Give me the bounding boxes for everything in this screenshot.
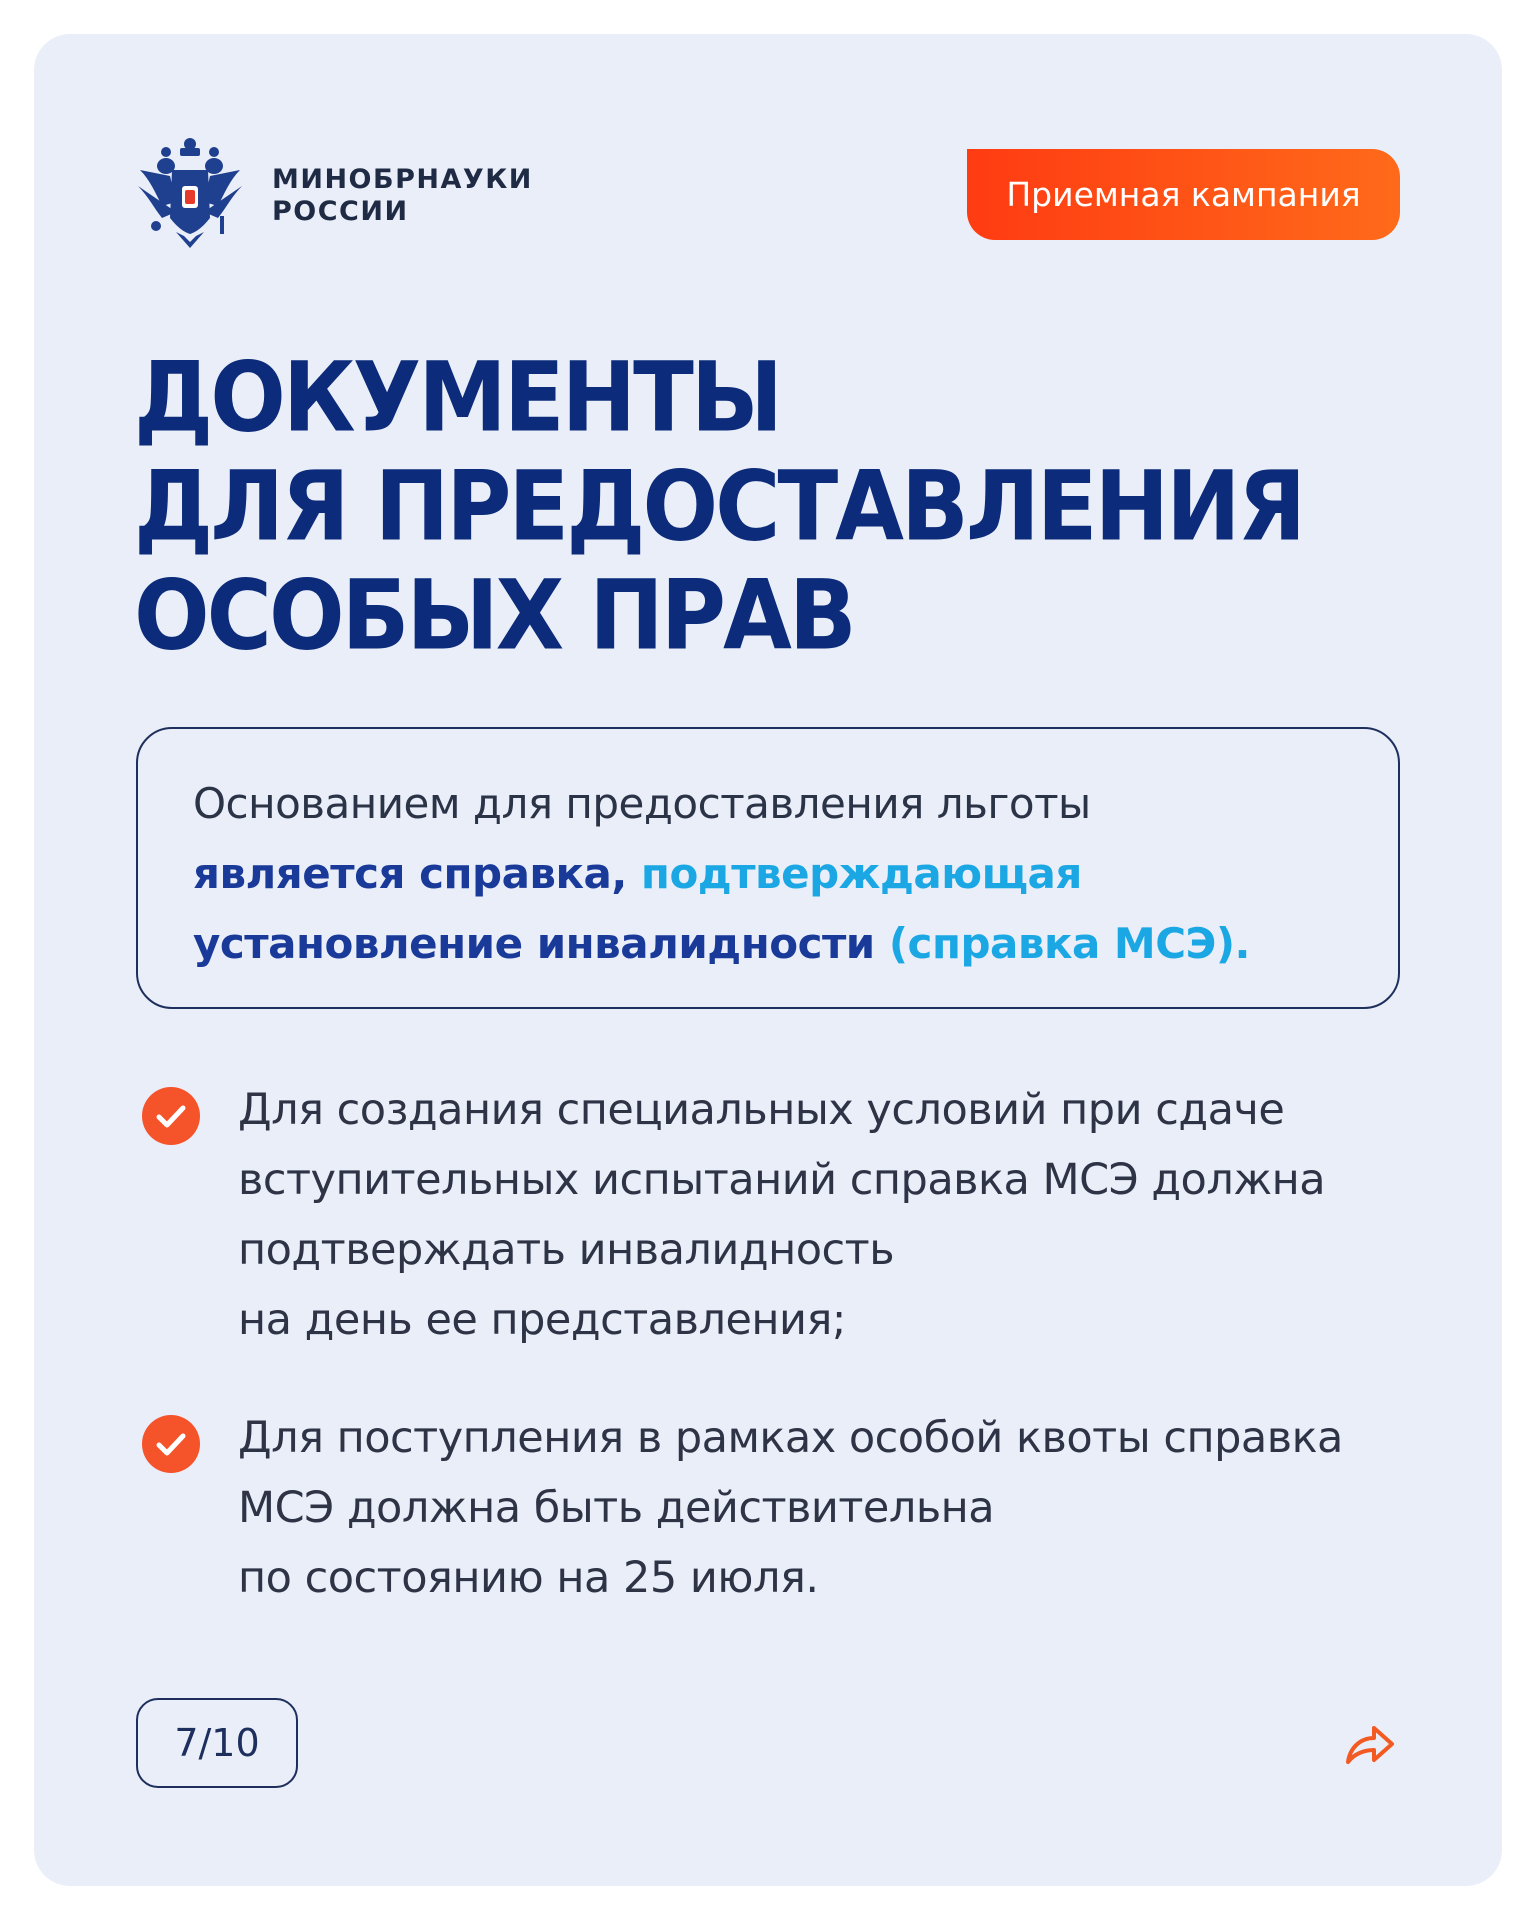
- bullet-line: вступительных испытаний справка МСЭ должна: [238, 1155, 1326, 1205]
- bullet-text: [238, 1403, 1343, 1613]
- info-line2: [193, 839, 1250, 909]
- bullet-line: по состоянию на 25 июля.: [238, 1553, 819, 1603]
- ministry-line2: РОССИИ: [272, 196, 409, 227]
- info-line3-dark: установление инвалидности: [193, 919, 889, 968]
- bullet-line: МСЭ должна быть действительна: [238, 1483, 995, 1533]
- check-circle-icon: [142, 1415, 200, 1473]
- eagle-icon: [136, 136, 244, 256]
- admission-campaign-badge[interactable]: Приемная кампания: [967, 149, 1400, 240]
- coat-of-arms-logo: [136, 136, 244, 256]
- share-arrow-icon[interactable]: [1342, 1718, 1398, 1770]
- title-line2: ДЛЯ ПРЕДОСТАВЛЕНИЯ: [134, 449, 1304, 563]
- info-box: [136, 727, 1400, 1009]
- info-line3-light: (справка МСЭ).: [888, 919, 1251, 968]
- bullet-line: подтверждать инвалидность: [238, 1225, 895, 1275]
- page-indicator: 7/10: [136, 1698, 298, 1788]
- bullet-text: [238, 1075, 1325, 1355]
- check-circle-icon: [142, 1087, 200, 1145]
- title-line3: ОСОБЫХ ПРАВ: [134, 558, 854, 672]
- bullet-line: на день ее представления;: [238, 1295, 846, 1345]
- page-title: [134, 340, 1304, 672]
- title-line1: ДОКУМЕНТЫ: [134, 340, 781, 454]
- bullet-line: Для создания специальных условий при сдаче: [238, 1085, 1285, 1135]
- info-line1: Основанием для предоставления льготы: [193, 779, 1091, 828]
- ministry-line1: МИНОБРНАУКИ: [272, 164, 533, 195]
- bullet-line: Для поступления в рамках особой квоты справка: [238, 1413, 1343, 1463]
- info-line2-light: подтверждающая: [640, 849, 1082, 898]
- info-text: [193, 769, 1250, 979]
- info-line2-dark: является справка,: [193, 849, 641, 898]
- info-line3: [193, 909, 1250, 979]
- ministry-name: [272, 164, 533, 228]
